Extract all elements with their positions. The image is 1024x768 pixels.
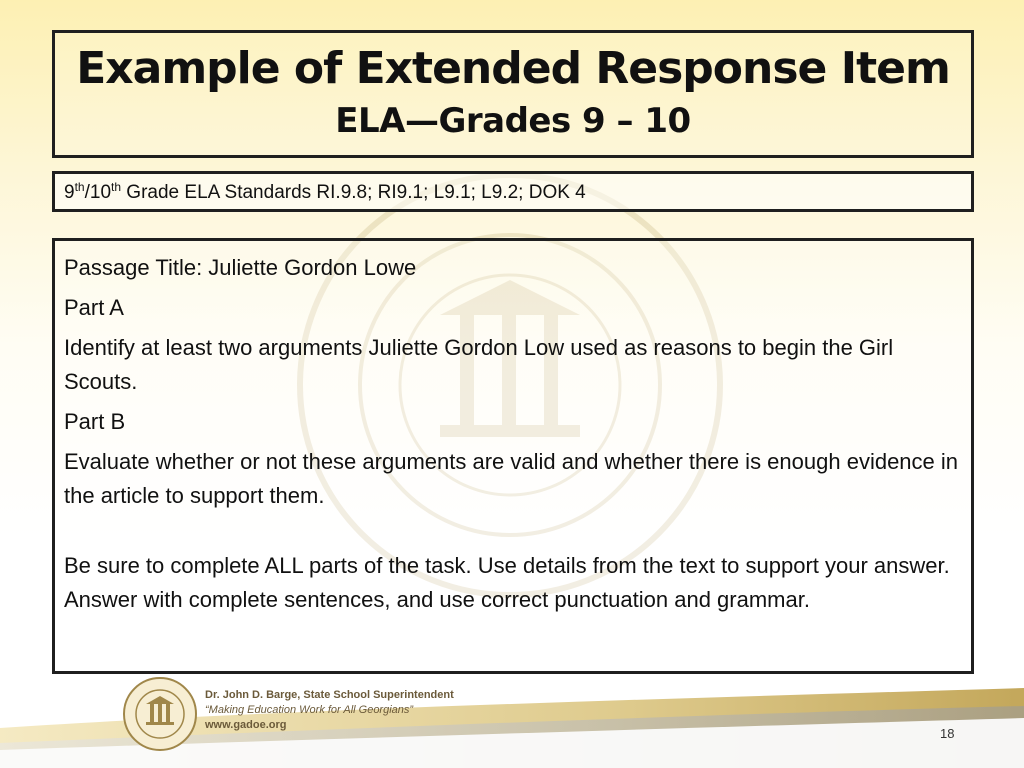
footer-url[interactable]: www.gadoe.org <box>205 719 287 731</box>
standards-text: 9th/10th Grade ELA Standards RI.9.8; RI9.1; L9.1; L9.2; DOK 4 <box>64 180 586 203</box>
part-b-text: Evaluate whether or not these arguments are valid and whether there is enough evidence in the article to support them. <box>64 449 959 508</box>
footer-motto: “Making Education Work for All Georgians” <box>205 704 414 716</box>
gadoe-logo <box>122 676 198 752</box>
passage-title: Passage Title: Juliette Gordon Lowe <box>64 255 417 280</box>
content-body <box>64 251 961 623</box>
slide-subtitle: ELA—Grades 9 – 10 <box>335 101 691 141</box>
page-number: 18 <box>940 726 955 741</box>
part-b-label: Part B <box>64 409 126 434</box>
part-a-text: Identify at least two arguments Juliette Gordon Low used as reasons to begin the Girl Scouts. <box>64 335 894 394</box>
slide-title: Example of Extended Response Item <box>76 43 950 94</box>
content-box <box>52 238 974 674</box>
instructions-text: Be sure to complete ALL parts of the task. Use details from the text to support your answer. Answer with complete sentences, and use correct punctuation and grammar. <box>64 553 950 612</box>
superintendent-name: Dr. John D. Barge, State School Superintendent <box>205 689 454 701</box>
footer-text <box>205 688 454 733</box>
standards-box <box>52 171 974 212</box>
part-a-label: Part A <box>64 295 124 320</box>
title-box <box>52 30 974 158</box>
